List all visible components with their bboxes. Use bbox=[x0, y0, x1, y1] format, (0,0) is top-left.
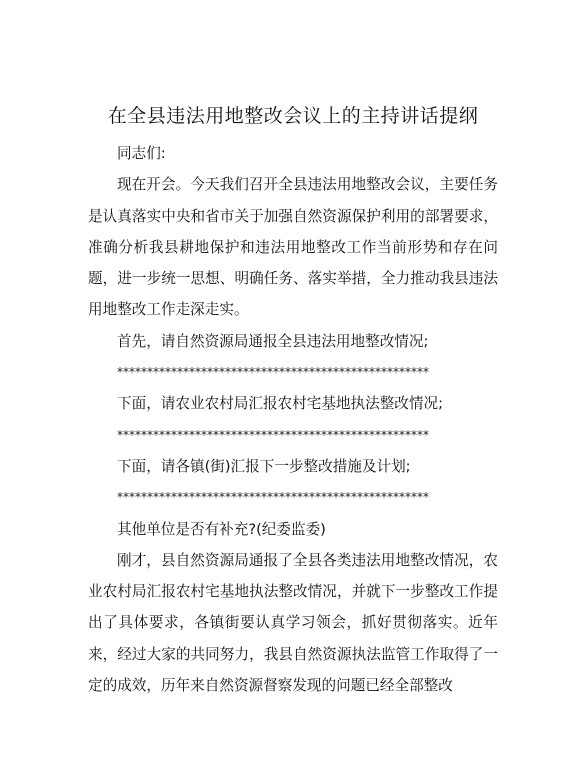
agenda-item-3: 下面，请各镇(街)汇报下一步整改措施及计划; bbox=[117, 457, 411, 475]
placeholder-separator-3: **************************************************** bbox=[117, 490, 429, 505]
salutation: 同志们: bbox=[117, 145, 166, 162]
summary-paragraph: 刚才，县自然资源局通报了全县各类违法用地整改情况，农业农村局汇报农村宅基地执法整改情况，并就下一步整改工作提出了具体要求，各镇街要认真学习领会，抓好贯彻落实。近年来，经过大家的共同努力，我县自然资源执法监管工作取得了一定的成效，历年来自然资源督察发现的问题已经全部整改 bbox=[88, 551, 498, 695]
document-body bbox=[88, 138, 498, 701]
placeholder-separator-2: **************************************************** bbox=[117, 427, 429, 442]
document-title: 在全县违法用地整改会议上的主持讲话提纲 bbox=[107, 105, 479, 127]
placeholder-separator-1: **************************************************** bbox=[117, 365, 429, 380]
opening-paragraph: 现在开会。今天我们召开全县违法用地整改会议，主要任务是认真落实中央和省市关于加强自然资源保护利用的部署要求，准确分析我县耕地保护和违法用地整改工作当前形势和存在问题，进一步统一思想、明确任务、落实举措，全力推动我县违法用地整改工作走深走实。 bbox=[88, 176, 498, 319]
agenda-item-1: 首先，请自然资源局通报全县违法用地整改情况; bbox=[117, 332, 429, 350]
supplement-question: 其他单位是否有补充?(纪委监委) bbox=[117, 520, 326, 538]
agenda-item-2: 下面，请农业农村局汇报农村宅基地执法整改情况; bbox=[117, 395, 443, 413]
